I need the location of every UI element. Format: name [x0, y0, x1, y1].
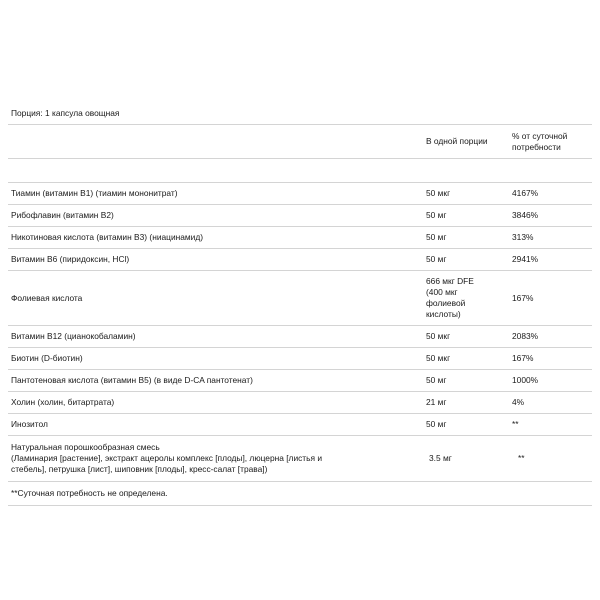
nutrient-name: Витамин B12 (цианокобаламин) — [11, 331, 136, 341]
table-row — [8, 227, 592, 249]
table-row — [8, 249, 592, 271]
nutrient-amount: 21 мг — [426, 397, 447, 407]
nutrient-name: Рибофлавин (витамин B2) — [11, 210, 114, 220]
nutrient-amount: 666 мкг DFE (400 мкг фолиевой кислоты) — [426, 276, 474, 319]
nutrient-daily-value: 3846% — [512, 210, 539, 220]
nutrient-daily-value: 2941% — [512, 254, 539, 264]
nutrient-name: Холин (холин, битартрата) — [11, 397, 115, 407]
nutrient-name: Витамин B6 (пиридоксин, HCl) — [11, 254, 130, 264]
nutrient-name: Пантотеновая кислота (витамин B5) (в виде D-CA пантотенат) — [11, 375, 253, 385]
supplement-facts-table — [8, 103, 592, 506]
nutrient-amount: 50 мг — [426, 419, 447, 429]
nutrient-daily-value: 167% — [512, 292, 534, 303]
nutrient-name: Никотиновая кислота (витамин B3) (ниацинамид) — [11, 232, 204, 242]
nutrient-amount: 50 мкг — [426, 188, 451, 198]
nutrient-daily-value: 4167% — [512, 188, 539, 198]
nutrient-amount: 3.5 мг — [429, 453, 452, 463]
daily-value-header: % от суточной потребности — [512, 130, 568, 152]
nutrient-daily-value: 167% — [512, 353, 534, 363]
nutrient-amount: 50 мкг — [426, 331, 451, 341]
amount-per-serving-header: В одной порции — [426, 136, 488, 146]
nutrient-name: Натуральная порошкообразная смесь (Ламинария [растение], экстракт ацеролы комплекс [плоды], люцерна [листья и стебель], петрушка [лист], шиповник [плоды], кресс-салат [трава]) — [11, 442, 323, 474]
nutrient-name: Инозитол — [11, 419, 48, 429]
table-row — [8, 183, 592, 205]
nutrient-amount: 50 мг — [426, 210, 447, 220]
serving-size: Порция: 1 капсула овощная — [11, 108, 120, 118]
nutrient-daily-value: 313% — [512, 232, 534, 242]
nutrient-name: Биотин (D-биотин) — [11, 353, 83, 363]
nutrient-amount: 50 мкг — [426, 353, 451, 363]
table-row — [8, 414, 592, 436]
table-row — [8, 370, 592, 392]
nutrient-daily-value: ** — [518, 453, 525, 463]
table-row — [8, 348, 592, 370]
serving-size-row — [8, 103, 592, 125]
nutrient-name: Фолиевая кислота — [11, 292, 83, 303]
nutrient-amount: 50 мг — [426, 232, 447, 242]
nutrient-daily-value: 2083% — [512, 331, 539, 341]
table-row — [8, 326, 592, 348]
footnote-row — [8, 482, 592, 506]
nutrient-amount: 50 мг — [426, 254, 447, 264]
table-row — [8, 271, 592, 326]
header-row — [8, 125, 592, 159]
nutrient-name: Тиамин (витамин B1) (тиамин мононитрат) — [11, 188, 178, 198]
table-row — [8, 392, 592, 414]
nutrient-amount: 50 мг — [426, 375, 447, 385]
spacer-row — [8, 159, 592, 183]
table-row — [8, 205, 592, 227]
nutrient-daily-value: 1000% — [512, 375, 539, 385]
nutrient-daily-value: ** — [512, 419, 519, 429]
nutrient-daily-value: 4% — [512, 397, 525, 407]
table-row — [8, 436, 592, 482]
footnote: **Суточная потребность не определена. — [11, 488, 168, 498]
